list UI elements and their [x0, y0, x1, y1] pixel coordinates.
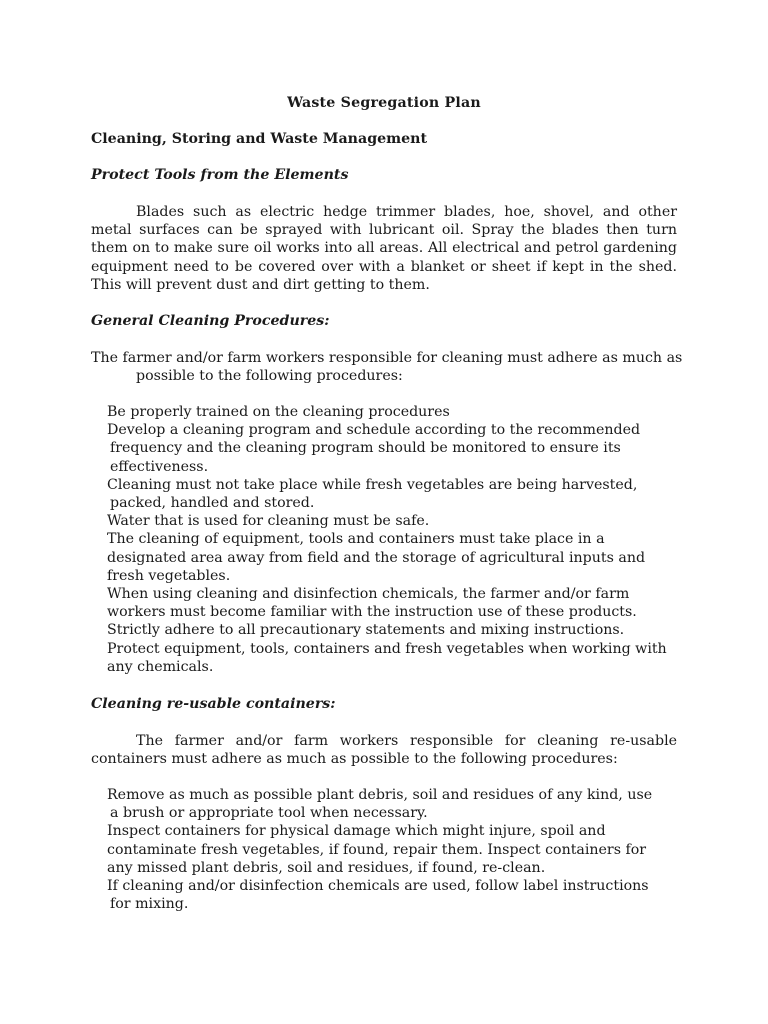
section-heading: Cleaning, Storing and Waste Management: [91, 131, 428, 147]
reusable-containers-intro: The farmer and/or farm workers responsible for cleaning re-usable containers must adhere as much as possible to the following procedures:: [91, 733, 677, 768]
list-item: frequency and the cleaning program should be monitored to ensure its: [110, 440, 621, 457]
list-item: Strictly adhere to all precautionary statements and mixing instructions.: [107, 622, 625, 639]
list-item: Inspect containers for physical damage which might injure, spoil and: [107, 823, 606, 840]
list-item: Remove as much as possible plant debris, soil and residues of any kind, use: [107, 787, 653, 803]
list-item: contaminate fresh vegetables, if found, repair them. Inspect containers for: [107, 841, 647, 858]
list-item: for mixing.: [110, 896, 189, 913]
list-item: Develop a cleaning program and schedule according to the recommended: [107, 422, 641, 439]
reusable-containers-list: [107, 786, 652, 913]
general-cleaning-intro: The farmer and/or farm workers responsible for cleaning must adhere as much as possible to the following procedures:: [91, 350, 683, 385]
list-item: any chemicals.: [107, 658, 214, 675]
list-item: packed, handled and stored.: [110, 495, 315, 512]
list-item: If cleaning and/or disinfection chemicals are used, follow label instructions: [107, 878, 649, 895]
list-item: any missed plant debris, soil and residues, if found, re-clean.: [107, 859, 546, 876]
list-item: workers must become familiar with the instruction use of these products.: [107, 604, 637, 621]
page-title: Waste Segregation Plan: [287, 95, 481, 111]
list-item: Protect equipment, tools, containers and fresh vegetables when working with: [107, 640, 667, 657]
protect-tools-heading: Protect Tools from the Elements: [91, 167, 349, 183]
list-item: fresh vegetables.: [107, 567, 231, 584]
list-item: designated area away from field and the storage of agricultural inputs and: [107, 549, 646, 566]
list-item: Be properly trained on the cleaning procedures: [107, 404, 450, 420]
list-item: effectiveness.: [110, 458, 209, 475]
reusable-containers-heading: Cleaning re-usable containers:: [91, 696, 336, 712]
list-item: The cleaning of equipment, tools and containers must take place in a: [107, 531, 605, 548]
list-item: a brush or appropriate tool when necessary.: [110, 805, 428, 822]
list-item: Cleaning must not take place while fresh vegetables are being harvested,: [107, 476, 638, 493]
list-item: When using cleaning and disinfection chemicals, the farmer and/or farm: [107, 586, 630, 603]
general-cleaning-list: [107, 403, 667, 676]
protect-tools-paragraph: Blades such as electric hedge trimmer blades, hoe, shovel, and other metal surfaces can be sprayed with lubricant oil. Spray the blades then turn them on to make sure oil works into all areas. All electrical and petrol gardening equipment need to be covered over with a blanket or sheet if kept in the shed. This will prevent dust and dirt getting to them.: [91, 204, 677, 293]
general-cleaning-heading: General Cleaning Procedures:: [91, 313, 330, 329]
list-item: Water that is used for cleaning must be safe.: [107, 513, 430, 530]
